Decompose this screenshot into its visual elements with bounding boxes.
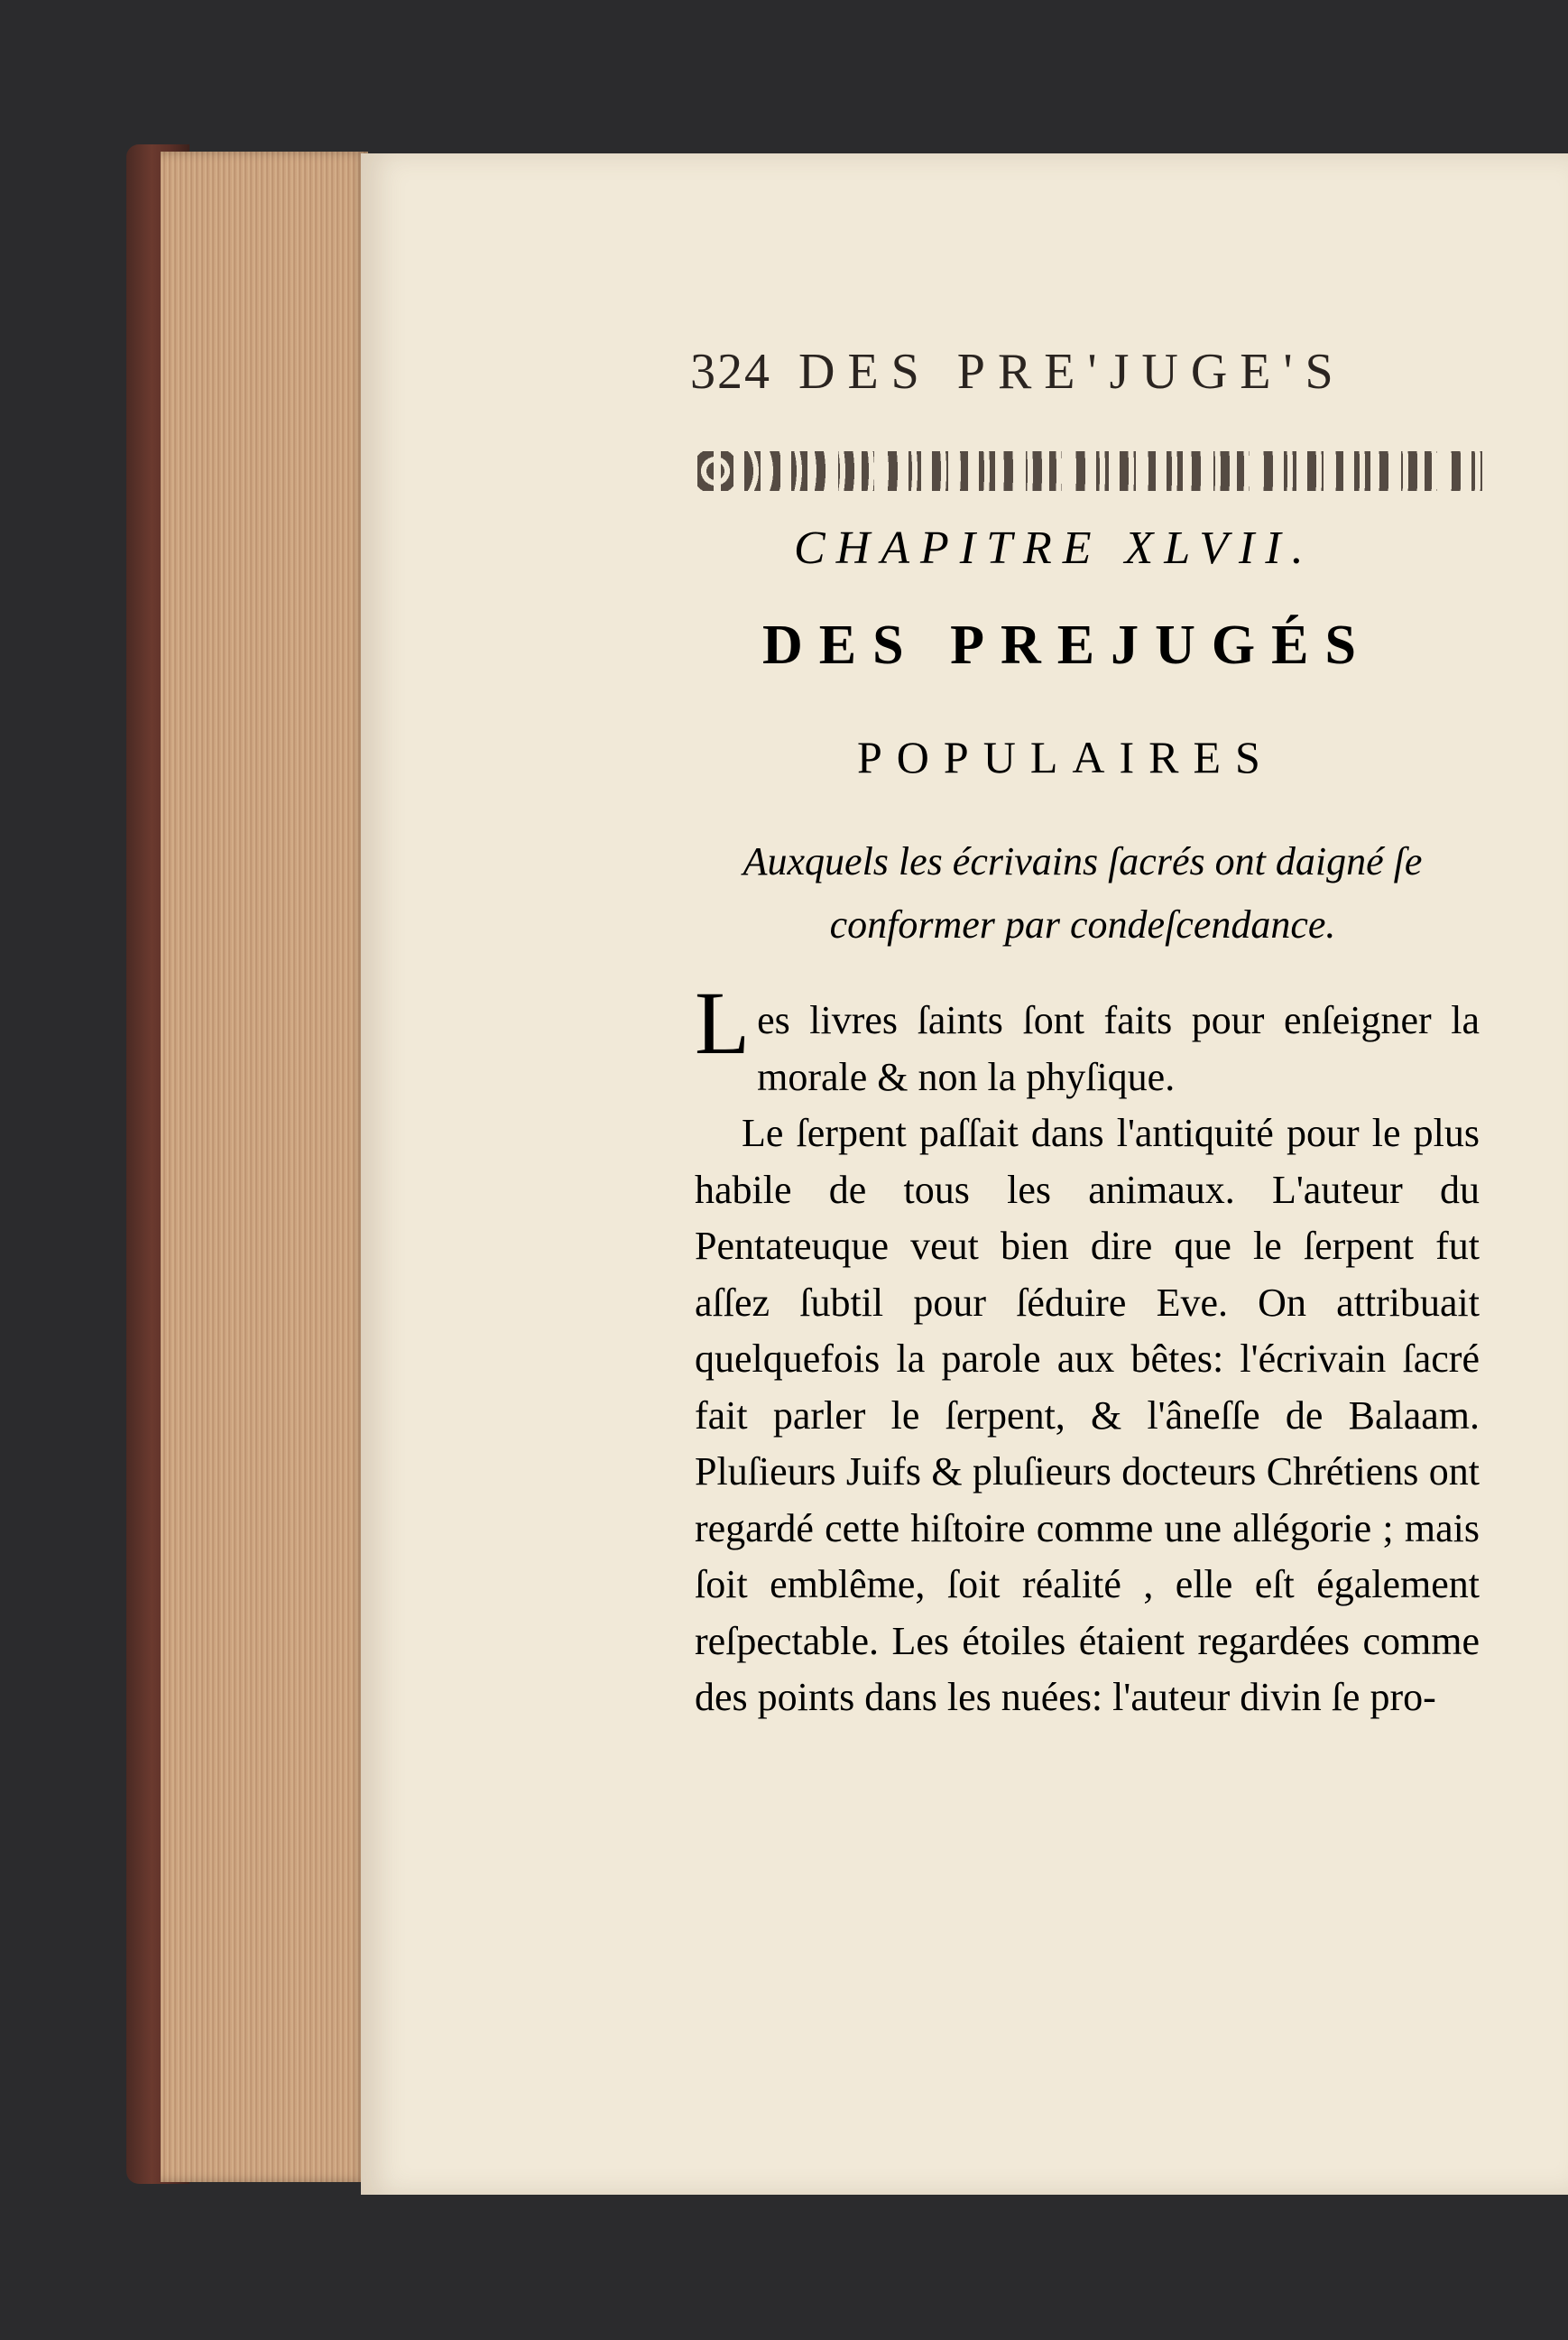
chapter-title-line-1: DES PREJUGÉS (762, 615, 1372, 676)
chapter-number: CHAPITRE XLVII. (794, 523, 1314, 574)
drop-cap: L (695, 973, 751, 1073)
paragraph-1-text: es livres ſaints ſont faits pour enſeigner la morale & non la phyſique. (757, 998, 1480, 1099)
paragraph-2: Le ſerpent paſſait dans l'antiquité pour le plus habile de tous les animaux. L'auteur du Pentateuque veut bien dire que le ſerpent fut aſſez ſubtil pour ſéduire Eve. On attribuait quelquefois la parole aux bêtes: l'écrivain ſacré fait parler le ſerpent, & l'âneſſe de Balaam. Pluſieurs Juifs & pluſieurs docteurs Chrétiens ont regardé cette hiſtoire comme une allégorie ; mais ſoit emblême, ſoit réalité , elle eſt également reſpectable. Les étoiles étaient regardées comme des points dans les nuées: l'auteur divin ſe pro- (695, 1111, 1480, 1719)
running-title: DES PRE'JUGE'S (798, 344, 1346, 400)
page-number: 324 (690, 344, 771, 400)
running-head (690, 343, 1346, 401)
chapter-title-line-2: POPULAIRES (857, 732, 1275, 782)
ornament-band (697, 451, 1482, 491)
paragraph-1 (695, 973, 1480, 1105)
body-text (695, 973, 1480, 1726)
page-edges (161, 152, 368, 2182)
chapter-subtitle: Auxquels les écrivains ſacrés ont daigné ſe conformer par condeſcendance. (742, 839, 1423, 947)
